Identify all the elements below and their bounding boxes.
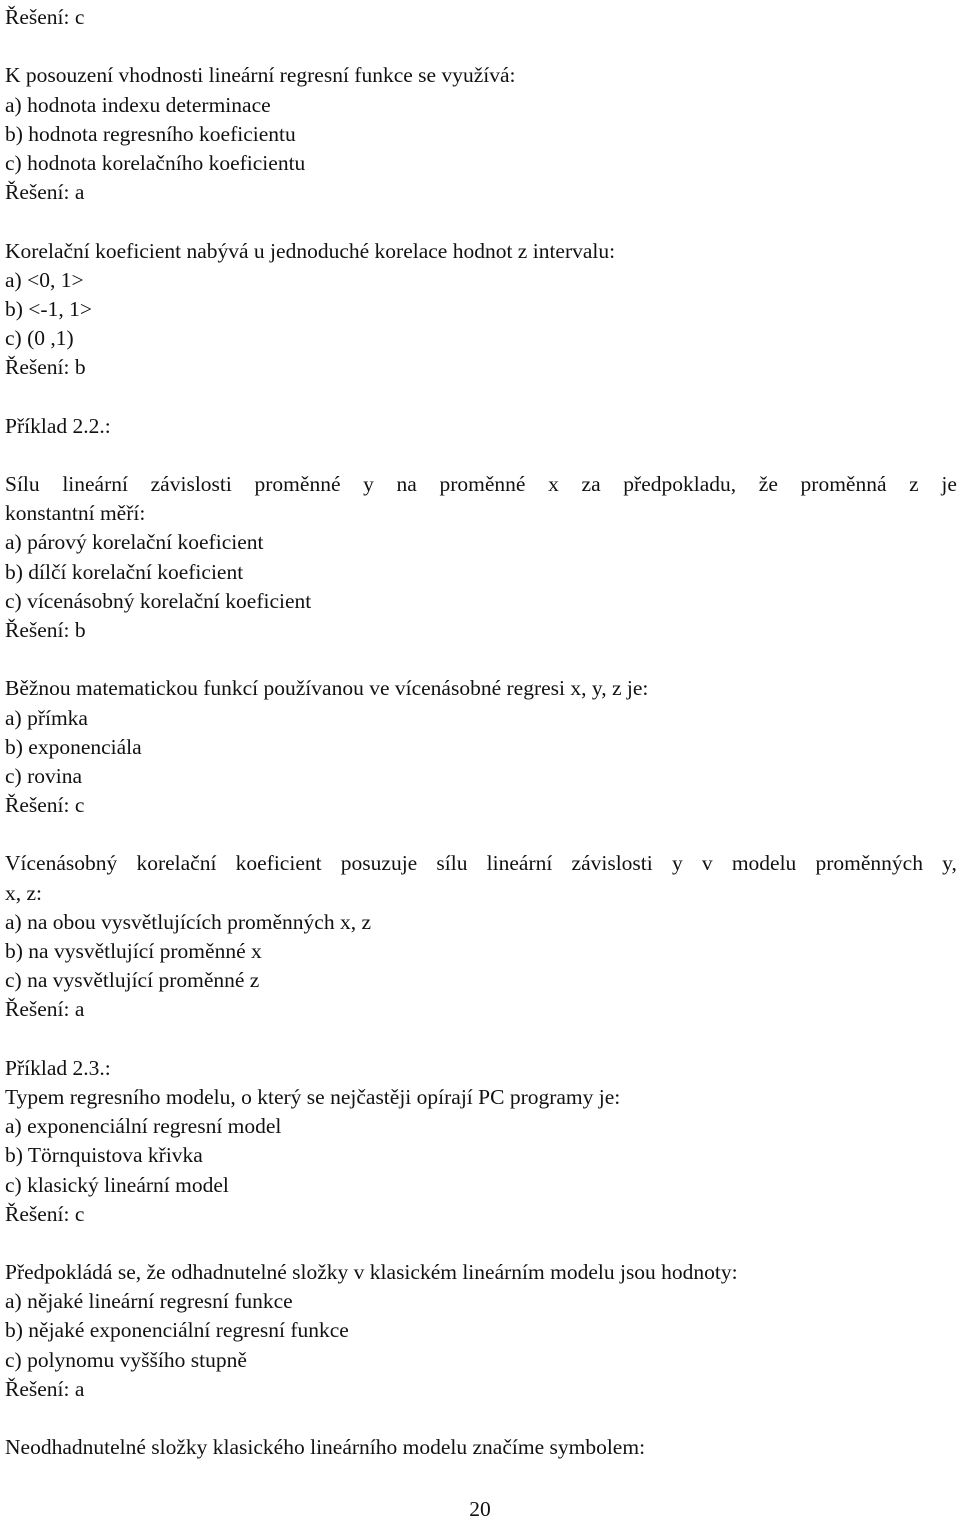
- text-line: b) exponenciála: [5, 734, 142, 759]
- text-line: a) hodnota indexu determinace: [5, 92, 271, 117]
- text-line: Neodhadnutelné složky klasického lineárního modelu značíme symbolem:: [5, 1435, 646, 1460]
- text-line: konstantní měří:: [5, 501, 146, 526]
- text-line: Řešení: b: [5, 617, 86, 642]
- text-line: b) nějaké exponenciální regresní funkce: [5, 1318, 349, 1343]
- text-line: b) dílčí korelační koeficient: [5, 559, 244, 584]
- text-line: x, z:: [5, 880, 43, 905]
- word: lineární: [62, 472, 128, 496]
- text-line: a) párový korelační koeficient: [5, 530, 264, 555]
- text-line: c) vícenásobný korelační koeficient: [5, 588, 312, 613]
- text-line: a) nějaké lineární regresní funkce: [5, 1289, 293, 1314]
- text-line: Běžnou matematickou funkcí používanou ve vícenásobné regresi x, y, z je:: [5, 676, 649, 701]
- blank-line: [5, 1404, 957, 1433]
- text-line: Korelační koeficient nabývá u jednoduché korelace hodnot z intervalu:: [5, 238, 616, 263]
- word: v: [701, 851, 713, 876]
- text-line: Řešení: a: [5, 1376, 85, 1401]
- text-line: b) Törnquistova křivka: [5, 1143, 203, 1168]
- word: y: [671, 851, 683, 876]
- blank-line: [5, 645, 957, 674]
- text-line: Typem regresního modelu, o který se nejčastěji opírají PC programy je:: [5, 1084, 621, 1109]
- text-line: Příklad 2.3.:: [5, 1055, 111, 1080]
- word: je: [941, 472, 957, 496]
- text-line: a) <0, 1>: [5, 267, 84, 292]
- text-line: a) na obou vysvětlujících proměnných x, z: [5, 909, 371, 934]
- text-line: Příklad 2.2.:: [5, 413, 111, 438]
- word: Vícenásobný: [5, 851, 118, 876]
- text-line: Řešení: a: [5, 180, 85, 205]
- word: y,: [942, 851, 957, 876]
- text-line: Předpokládá se, že odhadnutelné složky v klasickém lineárním modelu jsou hodnoty:: [5, 1260, 738, 1285]
- word: posuzuje: [340, 851, 418, 876]
- word: sílu: [436, 851, 468, 876]
- blank-line: [5, 1229, 957, 1258]
- text-line: c) polynomu vyššího stupně: [5, 1347, 247, 1372]
- word: proměnné: [254, 472, 341, 496]
- blank-line: [5, 382, 957, 411]
- word: modelu: [731, 851, 797, 876]
- text-line: Řešení: c: [5, 793, 85, 818]
- text-line-justified: [5, 470, 957, 499]
- text-line: b) <-1, 1>: [5, 296, 92, 321]
- text-line: a) exponenciální regresní model: [5, 1114, 282, 1139]
- word: závislosti: [571, 851, 653, 876]
- word: korelační: [136, 851, 217, 876]
- blank-line: [5, 441, 957, 470]
- word: předpokladu,: [623, 472, 737, 496]
- text-line: b) hodnota regresního koeficientu: [5, 121, 296, 146]
- text-line: c) hodnota korelačního koeficientu: [5, 150, 306, 175]
- page-number: 20: [469, 1497, 491, 1521]
- text-line: b) na vysvětlující proměnné x: [5, 939, 262, 963]
- word: Sílu: [5, 472, 40, 496]
- word: x: [548, 472, 559, 496]
- text-line: Řešení: c: [5, 5, 85, 29]
- text-line-justified: [5, 849, 957, 878]
- text-line: Řešení: c: [5, 1201, 85, 1226]
- word: y: [363, 472, 374, 496]
- word: proměnné: [439, 472, 526, 496]
- word: proměnných: [815, 851, 923, 876]
- blank-line: [5, 820, 957, 849]
- blank-line: [5, 207, 957, 236]
- text-line: a) přímka: [5, 705, 88, 730]
- text-line: K posouzení vhodnosti lineární regresní funkce se využívá:: [5, 63, 516, 88]
- word: za: [581, 472, 601, 496]
- text-line: Řešení: a: [5, 997, 85, 1022]
- text-line: c) (0 ,1): [5, 326, 74, 351]
- blank-line: [5, 32, 957, 61]
- document-page: [5, 3, 957, 1462]
- word: že: [758, 472, 778, 496]
- text-line: c) klasický lineární model: [5, 1172, 229, 1197]
- text-line: c) na vysvětlující proměnné z: [5, 968, 260, 993]
- word: závislosti: [150, 472, 232, 496]
- text-line: Řešení: b: [5, 355, 86, 380]
- word: koeficient: [235, 851, 322, 876]
- word: z: [909, 472, 919, 496]
- blank-line: [5, 1025, 957, 1054]
- word: lineární: [486, 851, 553, 876]
- word: na: [396, 472, 417, 496]
- word: proměnná: [800, 472, 887, 496]
- text-line: c) rovina: [5, 763, 83, 788]
